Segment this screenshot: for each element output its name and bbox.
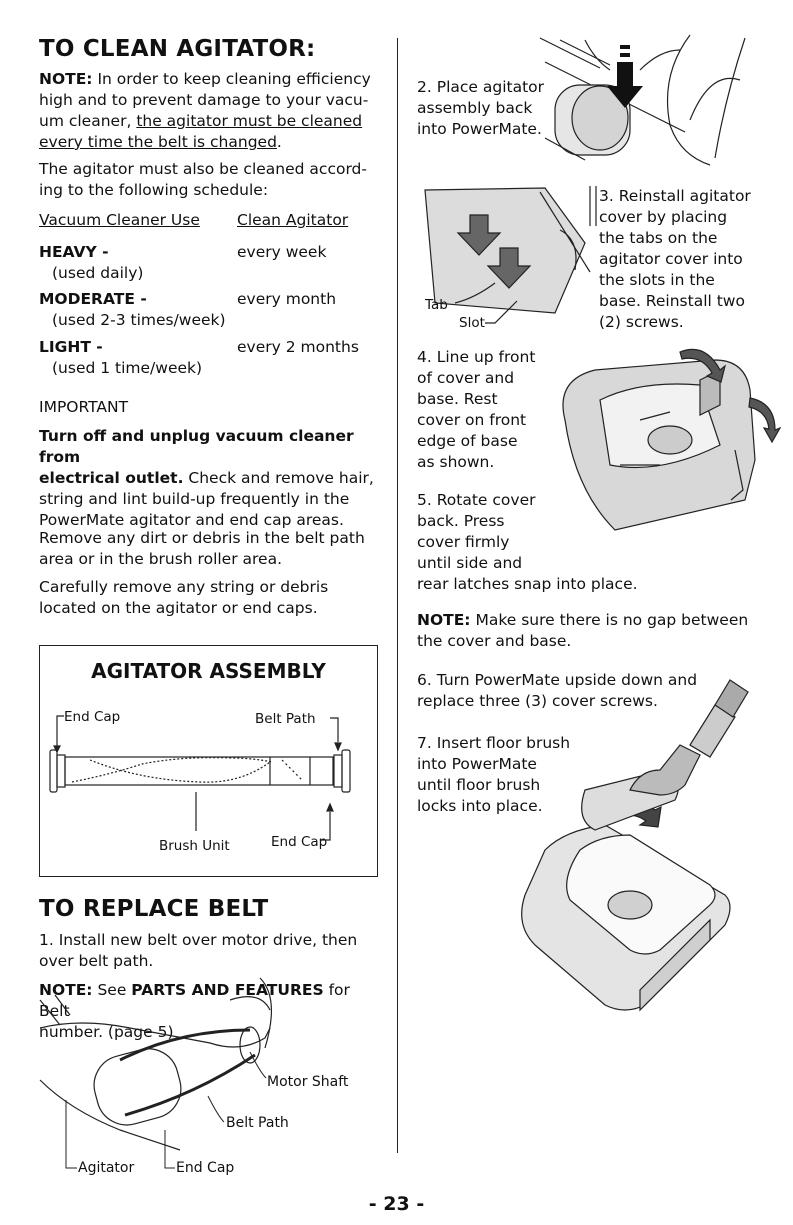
- schedule-line1: The agitator must also be cleaned accord-: [39, 160, 367, 178]
- row-moderate-detail: (used 2-3 times/week): [52, 311, 226, 329]
- step4-line2: of cover and: [417, 369, 515, 387]
- step5-line3: cover firmly: [417, 533, 510, 551]
- step3-line6: base. Reinstall two: [599, 292, 745, 310]
- clean-agitator-title: TO CLEAN AGITATOR:: [39, 36, 316, 62]
- imp-bold1: Turn off and unplug vacuum cleaner from: [39, 427, 354, 466]
- table-head-use: Vacuum Cleaner Use: [39, 211, 200, 229]
- assembly-title: AGITATOR ASSEMBLY: [91, 659, 326, 683]
- belt-fig-end-cap: End Cap: [176, 1160, 235, 1176]
- note-label: NOTE:: [39, 70, 93, 88]
- belt-fig-belt-path: Belt Path: [226, 1115, 289, 1131]
- assembly-end-cap-left: End Cap: [64, 709, 121, 725]
- tab-label: Tab: [425, 297, 448, 313]
- note-line3-underlined: the agitator must be cleaned: [136, 112, 363, 130]
- assembly-belt-path: Belt Path: [255, 711, 316, 727]
- row-heavy-freq: every week: [237, 243, 327, 261]
- step6-line2: replace three (3) cover screws.: [417, 692, 658, 710]
- belt-step1-line2: over belt path.: [39, 952, 154, 970]
- step7-line2: into PowerMate: [417, 755, 537, 773]
- careful-line1: Carefully remove any string or debris: [39, 578, 329, 596]
- row-heavy-detail: (used daily): [52, 264, 144, 282]
- step7-line3: until floor brush: [417, 776, 541, 794]
- step3-line4: agitator cover into: [599, 250, 743, 268]
- step4-line3: base. Rest: [417, 390, 498, 408]
- belt-fig-motor-shaft: Motor Shaft: [267, 1074, 349, 1090]
- step4-line4: cover on front: [417, 411, 527, 429]
- remove-line2: area or in the brush roller area.: [39, 550, 283, 568]
- step2-line3: into PowerMate.: [417, 120, 542, 138]
- imp-line2-rest: Check and remove hair,: [183, 469, 374, 487]
- step4-line5: edge of base: [417, 432, 518, 450]
- note-line2: high and to prevent damage to your vacu-: [39, 91, 369, 109]
- imp-bold2: electrical outlet.: [39, 469, 184, 487]
- step4-line6: as shown.: [417, 453, 495, 471]
- belt-note-label: NOTE:: [39, 981, 93, 999]
- step5-line4: until side and: [417, 554, 523, 572]
- careful-line2: located on the agitator or end caps.: [39, 599, 318, 617]
- cover-note-label: NOTE:: [417, 611, 471, 629]
- imp-line4: PowerMate agitator and end cap areas.: [39, 511, 344, 529]
- step7-line4: locks into place.: [417, 797, 543, 815]
- cover-note-line1: Make sure there is no gap between: [470, 611, 749, 629]
- belt-note-mid2: for Belt: [39, 981, 350, 1020]
- note-line4-post: .: [276, 133, 282, 151]
- step3-line3: the tabs on the: [599, 229, 718, 247]
- row-light-freq: every 2 months: [237, 338, 359, 356]
- row-light-level: LIGHT -: [39, 338, 103, 356]
- row-heavy-level: HEAVY -: [39, 243, 109, 261]
- note-line1: In order to keep cleaning efficiency: [97, 70, 371, 88]
- important-label: IMPORTANT: [39, 398, 129, 416]
- belt-step1-line1: 1. Install new belt over motor drive, then: [39, 931, 358, 949]
- step5-line5: rear latches snap into place.: [417, 575, 638, 593]
- step4-line1: 4. Line up front: [417, 348, 536, 366]
- row-light-detail: (used 1 time/week): [52, 359, 203, 377]
- note-line3-pre: um cleaner,: [39, 112, 137, 130]
- cover-note-line2: the cover and base.: [417, 632, 572, 650]
- step7-line1: 7. Insert floor brush: [417, 734, 571, 752]
- assembly-end-cap-right: End Cap: [271, 834, 328, 850]
- step5-line2: back. Press: [417, 512, 505, 530]
- schedule-line2: ing to the following schedule:: [39, 181, 269, 199]
- step3-line2: cover by placing: [599, 208, 728, 226]
- step5-line1: 5. Rotate cover: [417, 491, 536, 509]
- replace-belt-title: TO REPLACE BELT: [39, 896, 269, 922]
- note-line4-underlined: every time the belt is changed: [39, 133, 277, 151]
- page-number: - 23 -: [368, 1193, 425, 1215]
- belt-note-line2: number. (page 5): [39, 1023, 174, 1041]
- belt-fig-agitator: Agitator: [78, 1160, 135, 1176]
- row-moderate-level: MODERATE -: [39, 290, 147, 308]
- step3-line7: (2) screws.: [599, 313, 684, 331]
- step3-line5: the slots in the: [599, 271, 715, 289]
- assembly-brush-unit: Brush Unit: [159, 838, 230, 854]
- step2-line1: 2. Place agitator: [417, 78, 545, 96]
- remove-line1: Remove any dirt or debris in the belt path: [39, 529, 365, 547]
- step3-line1: 3. Reinstall agitator: [599, 187, 751, 205]
- table-head-clean: Clean Agitator: [237, 211, 349, 229]
- belt-note-mid1: See: [92, 981, 132, 999]
- imp-line3: string and lint build-up frequently in the: [39, 490, 350, 508]
- step2-line2: assembly back: [417, 99, 533, 117]
- slot-label: Slot: [459, 315, 485, 331]
- belt-note-bold: PARTS AND FEATURES: [131, 981, 324, 999]
- step6-line1: 6. Turn PowerMate upside down and: [417, 671, 698, 689]
- row-moderate-freq: every month: [237, 290, 337, 308]
